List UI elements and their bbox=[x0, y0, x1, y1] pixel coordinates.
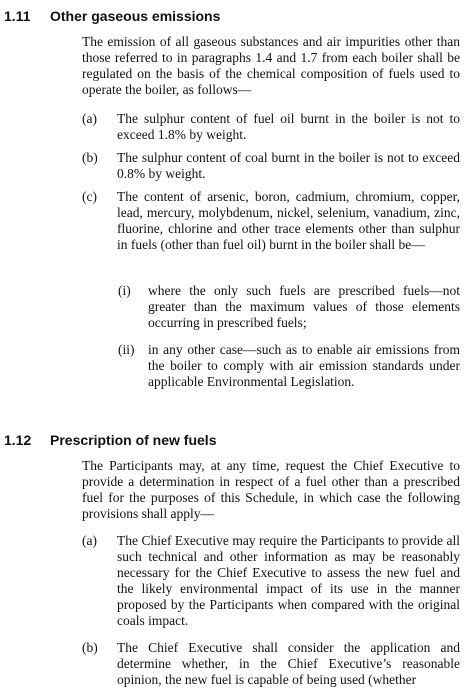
section-title: Prescription of new fuels bbox=[50, 432, 217, 448]
subitem-text: in any other case—such as to enable air emissions from the boiler to comply with air emission standards under applicable Environmental Legislation. bbox=[148, 342, 460, 389]
item-text: The sulphur content of coal burnt in the boiler is not to exceed 0.8% by weight. bbox=[117, 150, 460, 181]
item-text: The content of arsenic, boron, cadmium, chromium, copper, lead, mercury, molybdenum, nickel, selenium, vanadium, zinc, fluorine, chlorine and other trace elements other than sulphur in fuels (other than fuel oil) burnt in the boiler shall be— bbox=[117, 189, 460, 252]
item-text: The Chief Executive may require the Participants to provide all such technical and other information as may be reasonably necessary for the Chief Executive to assess the new fuel and the likely environmental impact of its use in the manner proposed by the Participants when compared with the original coals impact. bbox=[117, 533, 460, 628]
section-number: 1.11 bbox=[4, 8, 31, 24]
item-label: (b) bbox=[82, 150, 98, 165]
section-number: 1.12 bbox=[4, 432, 32, 448]
item-label: (c) bbox=[82, 189, 97, 204]
section-title: Other gaseous emissions bbox=[50, 8, 221, 24]
subitem-text: where the only such fuels are prescribed fuels—not greater than the maximum values of those elements occurring in prescribed fuels; bbox=[148, 283, 460, 330]
subitem-label: (ii) bbox=[118, 342, 135, 357]
item-label: (a) bbox=[82, 111, 97, 126]
item-label: (a) bbox=[82, 533, 97, 548]
item-text: The Chief Executive shall consider the application and determine whether, in the Chief Executive’s reasonable opinion, the new fuel is capable of being used (whether bbox=[117, 640, 460, 687]
section-intro: The emission of all gaseous substances and air impurities other than those referred to in paragraphs 1.4 and 1.7 from each boiler shall be regulated on the basis of the chemical composition of fuels used to operate the boiler, as follows— bbox=[82, 34, 460, 97]
section-intro: The Participants may, at any time, request the Chief Executive to provide a determination in respect of a fuel other than a prescribed fuel for the purposes of this Schedule, in which case the following provisions shall apply— bbox=[82, 458, 460, 521]
item-label: (b) bbox=[82, 640, 98, 655]
item-text: The sulphur content of fuel oil burnt in the boiler is not to exceed 1.8% by weight. bbox=[117, 111, 460, 142]
subitem-label: (i) bbox=[118, 283, 131, 298]
